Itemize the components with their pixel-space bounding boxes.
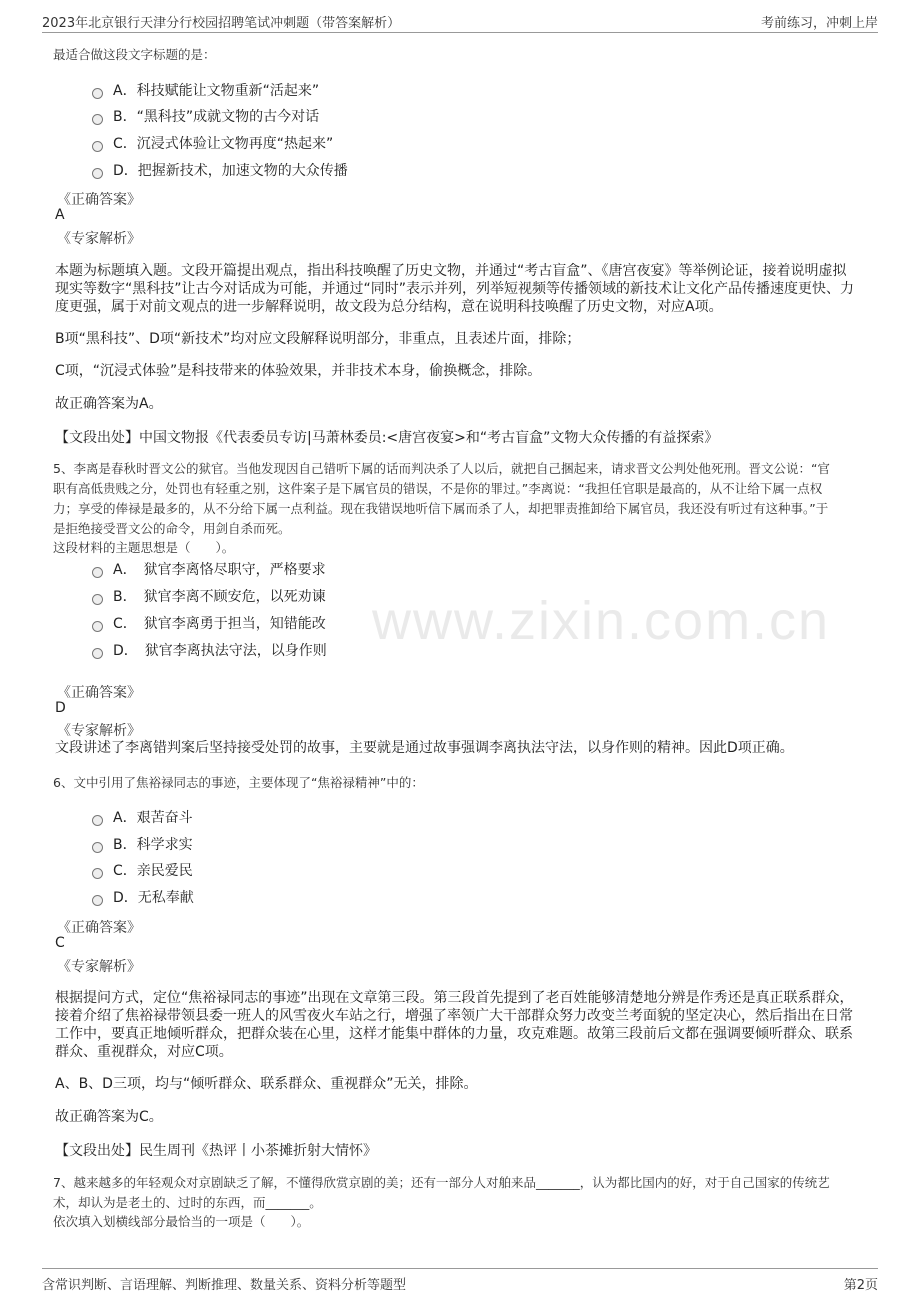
q6-analysis-p3: 故正确答案为C。 (55, 1109, 163, 1125)
q6-stem: 6、文中引用了焦裕禄同志的事迹，主要体现了“焦裕禄精神”中的： (53, 775, 424, 790)
page-number: 第2页 (843, 1278, 878, 1293)
option-text: D．把握新技术，加速文物的大众传播 (113, 163, 348, 179)
q4-stem: 最适合做这段文字标题的是： (53, 47, 216, 62)
q5-stem-line4: 是拒绝接受晋文公的命令，用剑自杀而死。 (53, 521, 291, 536)
answer-label: 《正确答案》 (57, 192, 141, 208)
q6-option-c[interactable] (92, 858, 193, 882)
option-text: B．“黑科技”成就文物的古今对话 (113, 109, 320, 125)
radio-icon[interactable] (92, 621, 103, 632)
radio-icon[interactable] (92, 141, 103, 152)
header-slogan: 考前练习，冲刺上岸 (760, 16, 878, 31)
q6-option-b[interactable] (92, 832, 193, 856)
radio-icon[interactable] (92, 868, 103, 879)
q5-stem-line3: 力；享受的俸禄是最多的，从不分给下属一点利益。现在我错误地听信下属而杀了人，却把罪责推卸给下属官员，我还没有听过有这种事。”于 (53, 501, 829, 516)
option-text: C．亲民爱民 (113, 863, 193, 879)
q5-question: 这段材料的主题思想是（ ）。 (53, 540, 235, 555)
option-text: D．无私奉献 (113, 890, 194, 906)
q6-answer: C (55, 935, 65, 951)
q4-option-c[interactable] (92, 131, 333, 155)
radio-icon[interactable] (92, 88, 103, 99)
q6-analysis-p2: A、B、D三项，均与“倾听群众、联系群众、重视群众”无关，排除。 (55, 1076, 478, 1092)
q5-option-d[interactable] (92, 638, 327, 662)
q6-option-a[interactable] (92, 805, 193, 829)
radio-icon[interactable] (92, 648, 103, 659)
radio-icon[interactable] (92, 815, 103, 826)
q4-option-b[interactable] (92, 104, 319, 128)
q4-answer: A (55, 207, 65, 223)
q5-option-b[interactable] (92, 584, 326, 608)
page-footer (42, 1268, 878, 1295)
q5-answer: D (55, 700, 66, 716)
q5-analysis: 文段讲述了李离错判案后坚持接受处罚的故事，主要就是通过故事强调李离执法守法，以身作则的精神。因此D项正确。 (55, 740, 794, 756)
option-text: A．艰苦奋斗 (113, 810, 193, 826)
radio-icon[interactable] (92, 842, 103, 853)
analysis-label: 《专家解析》 (57, 723, 141, 739)
analysis-label: 《专家解析》 (57, 959, 141, 975)
q4-analysis-p2: B项“黑科技”、D项“新技术”均对应文段解释说明部分，非重点，且表述片面，排除； (55, 331, 581, 347)
q4-source: 【文段出处】中国文物报《代表委员专访|马萧林委员:<唐宫夜宴>和“考古盲盒”文物大众传播的有益探索》 (55, 430, 719, 446)
q4-analysis-p4: 故正确答案为A。 (55, 396, 163, 412)
analysis-label: 《专家解析》 (57, 231, 141, 247)
answer-label: 《正确答案》 (57, 685, 141, 701)
q6-source: 【文段出处】民生周刊《热评丨小茶摊折射大情怀》 (55, 1143, 377, 1159)
radio-icon[interactable] (92, 168, 103, 179)
option-text: D． 狱官李离执法守法，以身作则 (113, 643, 327, 659)
q5-stem-line1: 5、李离是春秋时晋文公的狱官。当他发现因自己错听下属的话而判决杀了人以后，就把自己捆起来，请求晋文公判处他死刑。晋文公说：“官 (53, 461, 830, 476)
option-text: B． 狱官李离不顾安危，以死劝谏 (113, 589, 326, 605)
radio-icon[interactable] (92, 567, 103, 578)
q7-stem-line1: 7、越来越多的年轻观众对京剧缺乏了解，不懂得欣赏京剧的美；还有一部分人对舶来品_______，认为都比国内的好，对于自己国家的传统艺 (53, 1175, 830, 1190)
radio-icon[interactable] (92, 895, 103, 906)
document-title: 2023年北京银行天津分行校园招聘笔试冲刺题（带答案解析） (42, 16, 401, 31)
option-text: A．科技赋能让文物重新“活起来” (113, 83, 320, 99)
option-text: B．科学求实 (113, 837, 193, 853)
watermark: www.zixin.com.cn (372, 591, 831, 651)
page-header (42, 10, 878, 33)
option-text: A． 狱官李离恪尽职守，严格要求 (113, 562, 326, 578)
answer-label: 《正确答案》 (57, 920, 141, 936)
q4-analysis-p1: 本题为标题填入题。文段开篇提出观点，指出科技唤醒了历史文物，并通过“考古盲盒”、《唐宫夜宴》等举例论证，接着说明虚拟现实等数字“黑科技”让古今对话成为可能，并通过“同时”表示并列，列举短视频等传播领域的新技术让文化产品传播速度更快、力度更强，属于对前文观点的进一步解释说明，故文段为总分结构，意在说明科技唤醒了历史文物，对应A项。 (55, 263, 855, 315)
q4-analysis-p3: C项，“沉浸式体验”是科技带来的体验效果，并非技术本身，偷换概念，排除。 (55, 363, 542, 379)
q6-option-d[interactable] (92, 885, 194, 909)
radio-icon[interactable] (92, 114, 103, 125)
q4-option-a[interactable] (92, 78, 319, 102)
q5-option-c[interactable] (92, 611, 326, 635)
q4-option-d[interactable] (92, 158, 348, 182)
q5-option-a[interactable] (92, 557, 326, 581)
q7-stem-line2: 术，却认为是老土的、过时的东西，而_______。 (53, 1195, 322, 1210)
q7-question: 依次填入划横线部分最恰当的一项是（ ）。 (53, 1214, 310, 1229)
q6-analysis-p1: 根据提问方式，定位“焦裕禄同志的事迹”出现在文章第三段。第三段首先提到了老百姓能够清楚地分辨是作秀还是真正联系群众，接着介绍了焦裕禄带领县委一班人的风雪夜火车站之行，增强了率领广大干部群众努力改变兰考面貌的坚定决心，然后指出在日常工作中，要真正地倾听群众，把群众装在心里，这样才能集中群体的力量，攻克难题。故第三段前后文都在强调要倾听群众、联系群众、重视群众，对应C项。 (55, 990, 854, 1060)
option-text: C． 狱官李离勇于担当，知错能改 (113, 616, 326, 632)
footer-topics: 含常识判断、言语理解、判断推理、数量关系、资料分析等题型 (42, 1278, 407, 1293)
radio-icon[interactable] (92, 594, 103, 605)
option-text: C．沉浸式体验让文物再度“热起来” (113, 136, 334, 152)
q5-stem-line2: 职有高低贵贱之分，处罚也有轻重之别，这件案子是下属官员的错误，不是你的罪过。”李离说：“我担任官职是最高的，从不让给下属一点权 (53, 481, 823, 496)
